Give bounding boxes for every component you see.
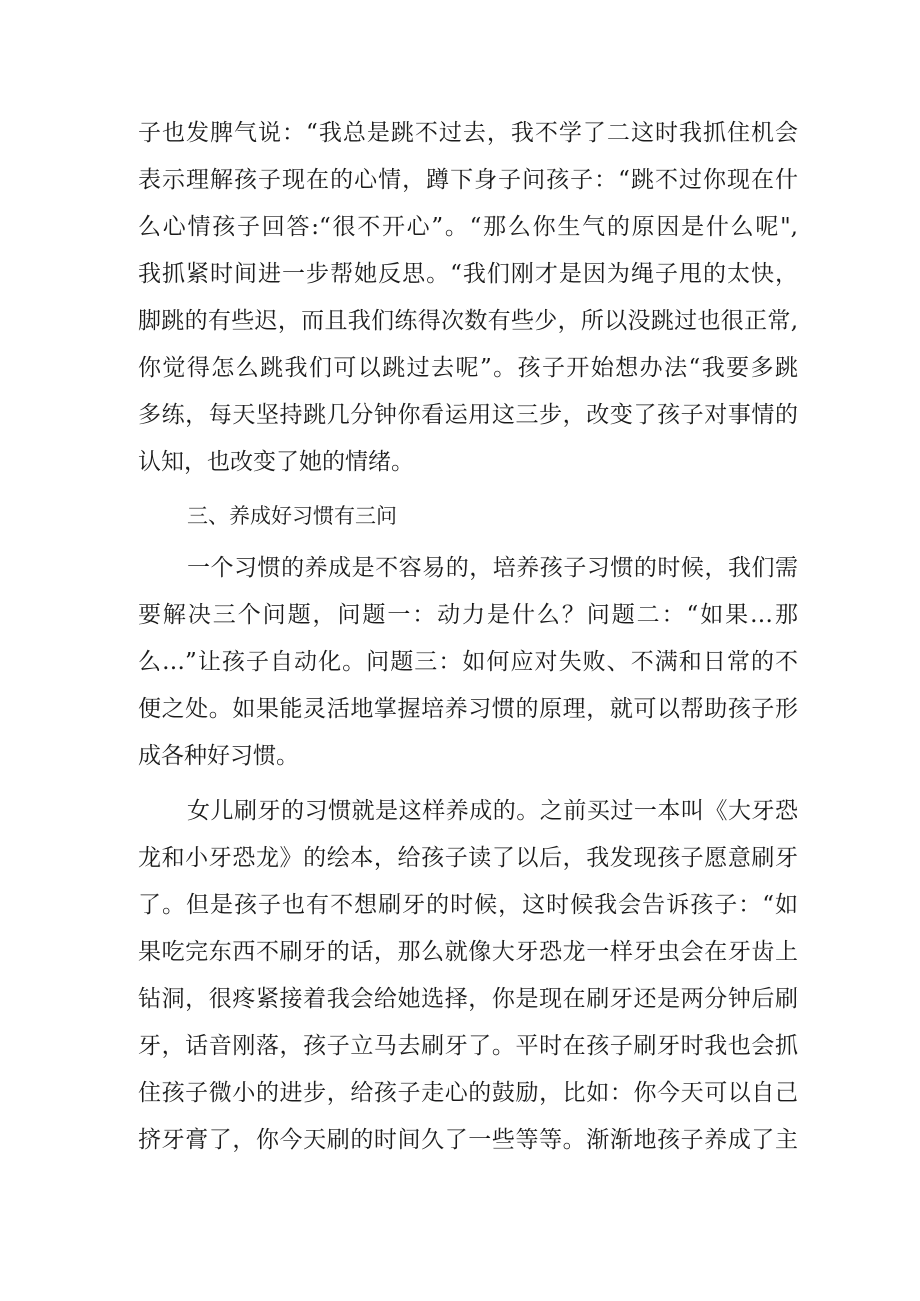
paragraph-3-line-7: 住孩子微小的进步，给孩子走心的鼓励，比如：你今天可以自己 (138, 1080, 798, 1106)
paragraph-1-line-2: 表示理解孩子现在的心情，蹲下身子问孩子：“跳不过你现在什 (138, 167, 798, 193)
paragraph-3-line-1: 女儿刷牙的习惯就是这样养成的。之前买过一本叫《大牙恐 (187, 798, 798, 824)
paragraph-2-line-4: 便之处。如果能灵活地掌握培养习惯的原理，就可以帮助孩子形 (138, 696, 798, 722)
paragraph-1-line-4: 我抓紧时间进一步帮她反思。“我们刚才是因为绳子甩的太快， (138, 261, 798, 287)
paragraph-2-line-5: 成各种好习惯。 (138, 743, 299, 769)
paragraph-1-line-5: 脚跳的有些迟，而且我们练得次数有些少，所以没跳过也很正常, (138, 308, 798, 334)
paragraph-1-line-8: 认知，也改变了她的情绪。 (138, 449, 414, 475)
paragraph-1-line-6: 你觉得怎么跳我们可以跳过去呢”。孩子开始想办法“我要多跳 (138, 355, 798, 381)
paragraph-1-line-7: 多练，每天坚持跳几分钟你看运用这三步，改变了孩子对事情的 (138, 402, 798, 428)
paragraph-3-line-2: 龙和小牙恐龙》的绘本，给孩子读了以后，我发现孩子愿意刷牙 (138, 845, 798, 871)
paragraph-3-line-6: 牙，话音刚落，孩子立马去刷牙了。平时在孩子刷牙时我也会抓 (138, 1033, 798, 1059)
paragraph-2-line-3: 么…”让孩子自动化。问题三：如何应对失败、不满和日常的不 (138, 649, 798, 675)
paragraph-1-line-1: 子也发脾气说：“我总是跳不过去，我不学了二这时我抓住机会 (138, 120, 798, 146)
paragraph-2-line-2: 要解决三个问题，问题一：动力是什么？问题二：“如果…那 (138, 602, 798, 628)
paragraph-3-line-8: 挤牙膏了，你今天刷的时间久了一些等等。渐渐地孩子养成了主 (138, 1127, 798, 1153)
paragraph-3-line-5: 钻洞，很疼紧接着我会给她选择，你是现在刷牙还是两分钟后刷 (138, 986, 798, 1012)
paragraph-1-line-3: 么心情孩子回答:“很不开心”。“那么你生气的原因是什么呢", (138, 214, 798, 240)
paragraph-2-line-1: 一个习惯的养成是不容易的，培养孩子习惯的时候，我们需 (187, 555, 798, 581)
section-heading: 三、养成好习惯有三问 (187, 504, 397, 528)
paragraph-3-line-3: 了。但是孩子也有不想刷牙的时候，这时候我会告诉孩子：“如 (138, 892, 798, 918)
paragraph-3-line-4: 果吃完东西不刷牙的话，那么就像大牙恐龙一样牙虫会在牙齿上 (138, 939, 798, 965)
